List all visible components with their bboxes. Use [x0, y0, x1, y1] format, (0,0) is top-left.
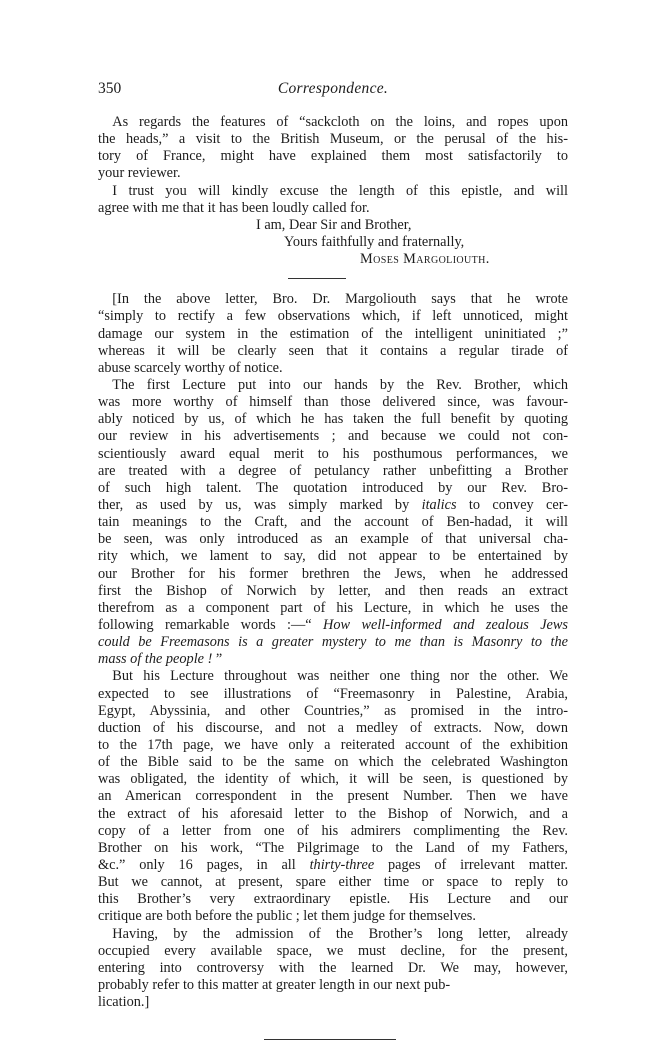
- text-line: occupied every available space, we must decline, for the present,: [98, 942, 568, 959]
- text-line: copy of a letter from one of his admirers complimenting the Rev.: [98, 822, 568, 839]
- text-line: But we cannot, at present, spare either time or space to reply to: [98, 874, 568, 891]
- text-line: &c.” only 16 pages, in all thirty-three pages of irrelevant matter.: [98, 856, 568, 873]
- text-line: critique are both before the public ; let them judge for themselves.: [98, 908, 476, 925]
- text-line: agree with me that it has been loudly called for.: [98, 199, 370, 216]
- text-line: scientiously award equal merit to his posthumous performances, we: [98, 445, 568, 462]
- text-line: following remarkable words :—“ How well-informed and zealous Jews: [98, 616, 568, 633]
- text-line: probably refer to this matter at greater length in our next pub-: [98, 976, 451, 993]
- text-line: an American correspondent in the present Number. Then we have: [98, 788, 568, 805]
- text-line: mass of the people ! ”: [98, 651, 223, 668]
- text-line: was more worthy of himself than those delivered since, was favour-: [98, 394, 568, 411]
- text-line: was obligated, the identity of which, it will be seen, is questioned by: [98, 771, 568, 788]
- text-line: The first Lecture put into our hands by the Rev. Brother, which: [98, 377, 568, 394]
- letter-closing: [98, 217, 568, 268]
- text-line: [In the above letter, Bro. Dr. Margoliouth says that he wrote: [98, 291, 568, 308]
- closing-salutation: I am, Dear Sir and Brother,: [256, 216, 412, 233]
- letter-text: [98, 114, 568, 217]
- text-line: be seen, was only introduced as an example of that universal cha-: [98, 531, 568, 548]
- signature: Moses Margoliouth.: [360, 251, 490, 268]
- text-line: Egypt, Abyssinia, and other Countries,” as promised in the intro-: [98, 702, 568, 719]
- page: [98, 80, 568, 1040]
- text-line: are treated with a degree of petulancy rather unbefitting a Brother: [98, 462, 568, 479]
- text-line: of the Bible said to be the same on which the celebrated Washington: [98, 754, 568, 771]
- text-line: the extract of his aforesaid letter to the Bishop of Norwich, and a: [98, 805, 568, 822]
- text-line: first the Bishop of Norwich by letter, and then reads an extract: [98, 582, 568, 599]
- text-line: tory of France, might have explained them most satisfactorily to: [98, 148, 568, 165]
- text-line: rity which, we lament to say, did not appear to be entertained by: [98, 548, 568, 565]
- editor-note: [98, 291, 568, 1011]
- text-line: Brother on his work, “The Pilgrimage to the Land of my Fathers,: [98, 839, 568, 856]
- text-line: of such high talent. The quotation introduced by our Rev. Bro-: [98, 479, 568, 496]
- text-line: abuse scarcely worthy of notice.: [98, 359, 283, 376]
- text-line: entering into controversy with the learned Dr. We may, however,: [98, 959, 568, 976]
- text-line: I trust you will kindly excuse the length of this epistle, and will: [98, 182, 568, 199]
- text-line: could be Freemasons is a greater mystery to me than is Masonry to the: [98, 634, 568, 651]
- text-line: whereas it will be clearly seen that it contains a regular tirade of: [98, 342, 568, 359]
- text-line: But his Lecture throughout was neither one thing nor the other. We: [98, 668, 568, 685]
- text-line: Having, by the admission of the Brother’s long letter, already: [98, 925, 568, 942]
- text-line: damage our system in the estimation of the intelligent uninitiated ;”: [98, 325, 568, 342]
- text-line: this Brother’s very extraordinary epistle. His Lecture and our: [98, 891, 568, 908]
- section-divider: [288, 278, 346, 279]
- text-line: our Brother for his former brethren the Jews, when he addressed: [98, 565, 568, 582]
- text-line: to the 17th page, we have only a reiterated account of the exhibition: [98, 736, 568, 753]
- text-line: As regards the features of “sackcloth on the loins, and ropes upon: [98, 114, 568, 130]
- text-line: ther, as used by us, was simply marked by italics to convey cer-: [98, 497, 568, 513]
- text-line: lication.]: [98, 994, 150, 1011]
- page-header: [98, 80, 568, 102]
- closing-valediction: Yours faithfully and fraternally,: [284, 234, 465, 250]
- text-line: your reviewer.: [98, 165, 181, 182]
- text-line: “simply to rectify a few observations which, if left unnoticed, might: [98, 308, 568, 325]
- page-number: 350: [98, 80, 122, 97]
- running-head: Correspondence.: [277, 80, 389, 97]
- text-line: expected to see illustrations of “Freemasonry in Palestine, Arabia,: [98, 685, 568, 702]
- text-line: the heads,” a visit to the British Museum, or the perusal of the his-: [98, 131, 568, 148]
- text-line: tain meanings to the Craft, and the account of Ben-hadad, it will: [98, 514, 568, 531]
- text-line: ably noticed by us, of which he has taken the full benefit by quoting: [98, 411, 568, 428]
- text-line: duction of his discourse, and not a medley of extracts. Now, down: [98, 719, 568, 736]
- text-line: therefrom as a component part of his Lecture, in which he uses the: [98, 599, 568, 616]
- text-line: our review in his advertisements ; and because we could not con-: [98, 428, 568, 445]
